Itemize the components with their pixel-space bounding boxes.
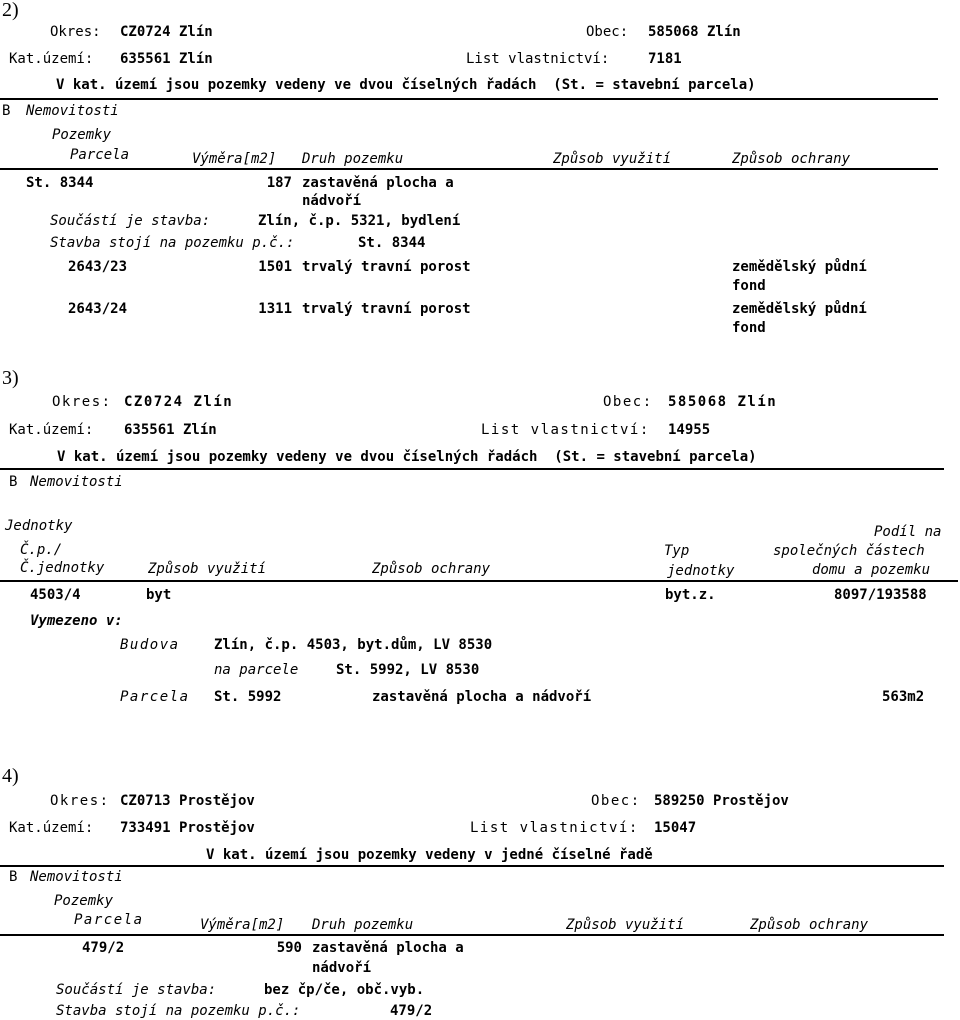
na-parcele-value: St. 5992, LV 8530 [336,662,480,678]
lv-label: List vlastnictví: [470,820,639,836]
group-title: Jednotky [5,518,73,534]
stoji-value: 479/2 [390,1003,433,1019]
col-typ-cont: jednotky [667,563,735,579]
lv-label: List vlastnictví: [481,422,650,438]
obec-label: Obec: [586,24,629,40]
table-header-rule [0,168,938,170]
row-ochrana-cont: fond [732,320,766,336]
row-druh: zastavěná plocha a [312,940,464,956]
col-podil-cont: domu a pozemku [812,562,931,578]
col-druh: Druh pozemku [312,917,414,933]
lv-value: 14955 [668,422,711,438]
row-parcela: St. 8344 [26,175,94,191]
parcel-series-note: V kat. území jsou pozemky vedeny ve dvou číselných řadách (St. = stavební parcela) [56,77,756,93]
obec-value: 585068 Zlín [648,24,741,40]
col-ochrana: Způsob ochrany [372,561,491,577]
row-druh: trvalý travní porost [302,259,471,275]
kat-uzemi-label: Kat.území: [9,51,94,67]
soucasti-label: Součástí je stavba: [50,213,211,229]
budova-label: Budova [120,637,180,653]
row-druh-cont: nádvoří [312,960,372,976]
col-podil-cont: společných částech [773,543,925,559]
section-b-title: Nemovitosti [26,103,119,119]
kat-uzemi-value: 733491 Prostějov [120,820,255,836]
col-podil: Podíl na [874,524,942,540]
row-ochrana-cont: fond [732,278,766,294]
section-b-label: B [2,103,11,119]
section-number: 3) [2,367,19,389]
table-header-rule [0,580,958,582]
row-vyuziti: byt [146,587,172,603]
okres-label: Okres: [52,394,112,410]
header-rule [0,98,938,100]
col-vymera: Výměra[m2] [192,151,277,167]
col-cp: Č.p./ [20,542,63,558]
col-vyuziti: Způsob využití [553,151,672,167]
parcel-series-note: V kat. území jsou pozemky vedeny v jedné číselné řadě [206,847,653,863]
row-druh: zastavěná plocha a [302,175,454,191]
row-parcela: 2643/24 [68,301,128,317]
parcela-label: Parcela [120,689,190,705]
col-ochrana: Způsob ochrany [732,151,851,167]
row-ochrana: zemědělský půdní [732,301,867,317]
col-vymera: Výměra[m2] [200,917,285,933]
parcela-value: St. 5992 [214,689,282,705]
section-b-label: B [9,869,18,885]
row-druh: trvalý travní porost [302,301,471,317]
kat-uzemi-label: Kat.území: [9,422,94,438]
row-parcela: 2643/23 [68,259,128,275]
row-ochrana: zemědělský půdní [732,259,867,275]
col-parcela: Parcela [74,912,144,928]
lv-value: 15047 [654,820,697,836]
section-number: 4) [2,765,19,787]
lv-value: 7181 [648,51,682,67]
lv-label: List vlastnictví: [466,51,610,67]
section-b-title: Nemovitosti [30,869,123,885]
vymezeno-label: Vymezeno v: [30,613,123,629]
row-cp: 4503/4 [30,587,81,603]
parcela-vymera: 563m2 [882,689,925,705]
soucasti-value: bez čp/če, obč.vyb. [264,982,425,998]
stoji-label: Stavba stojí na pozemku p.č.: [50,235,295,251]
okres-value: CZ0724 Zlín [124,394,234,410]
header-rule [0,865,944,867]
table-header-rule [0,934,944,936]
section-b-label: B [9,474,18,490]
row-vymera: 1311 [258,301,292,317]
kat-uzemi-value: 635561 Zlín [120,51,213,67]
kat-uzemi-label: Kat.území: [9,820,94,836]
group-title: Pozemky [54,893,114,909]
parcel-series-note: V kat. území jsou pozemky vedeny ve dvou číselných řadách (St. = stavební parcela) [57,449,757,465]
col-vyuziti: Způsob využití [566,917,685,933]
stoji-value: St. 8344 [358,235,426,251]
parcela-druh: zastavěná plocha a nádvoří [372,689,592,705]
okres-label: Okres: [50,793,110,809]
row-podil: 8097/193588 [834,587,927,603]
obec-label: Obec: [603,394,653,410]
budova-value: Zlín, č.p. 4503, byt.dům, LV 8530 [214,637,493,653]
group-title: Pozemky [52,127,112,143]
col-ochrana: Způsob ochrany [750,917,869,933]
row-parcela: 479/2 [82,940,125,956]
row-vymera: 187 [266,175,292,191]
okres-value: CZ0713 Prostějov [120,793,255,809]
col-druh: Druh pozemku [302,151,404,167]
soucasti-value: Zlín, č.p. 5321, bydlení [258,213,461,229]
obec-value: 585068 Zlín [668,394,778,410]
okres-label: Okres: [50,24,101,40]
section-b-title: Nemovitosti [30,474,123,490]
okres-value: CZ0724 Zlín [120,24,213,40]
col-parcela: Parcela [70,147,130,163]
stoji-label: Stavba stojí na pozemku p.č.: [56,1003,301,1019]
col-cp-cont: Č.jednotky [20,560,105,576]
soucasti-label: Součástí je stavba: [56,982,217,998]
col-typ: Typ [664,543,690,559]
row-druh-cont: nádvoří [302,193,362,209]
row-typ: byt.z. [665,587,716,603]
na-parcele-label: na parcele [214,662,299,678]
col-vyuziti: Způsob využití [148,561,267,577]
obec-value: 589250 Prostějov [654,793,789,809]
row-vymera: 1501 [258,259,292,275]
header-rule [0,468,944,470]
section-number: 2) [2,0,19,21]
row-vymera: 590 [276,940,302,956]
obec-label: Obec: [591,793,641,809]
kat-uzemi-value: 635561 Zlín [124,422,217,438]
